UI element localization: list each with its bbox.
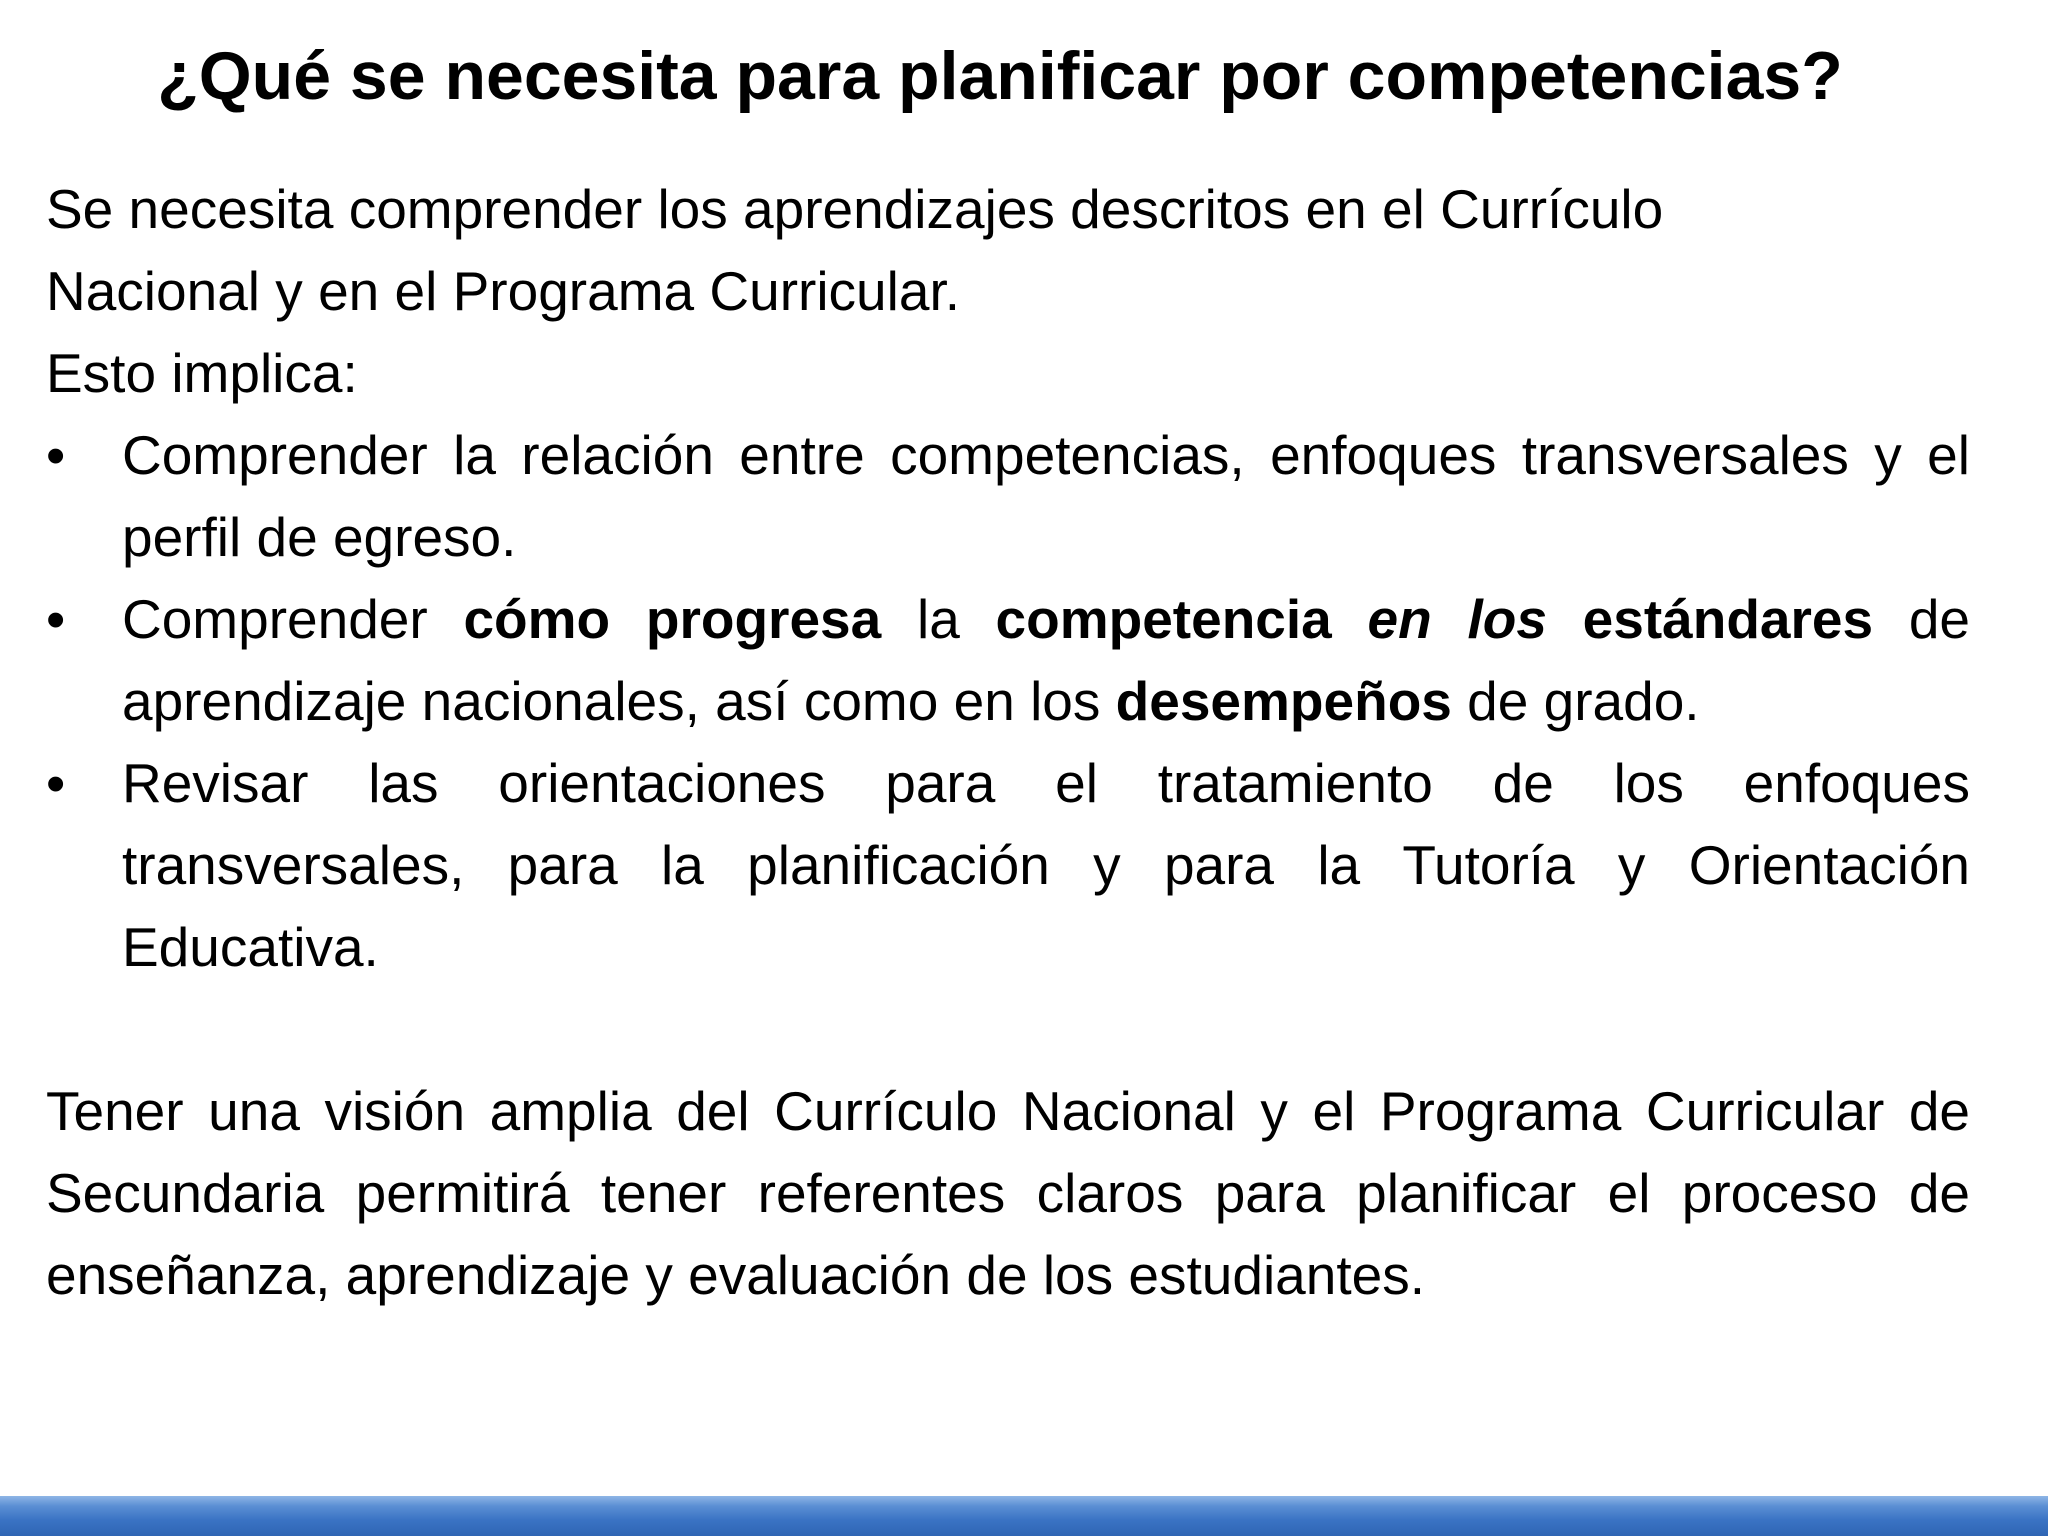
intro-line-1: Se necesita comprender los aprendizajes descritos en el Currículo xyxy=(46,178,1664,240)
bullet-2-space-a xyxy=(1332,588,1368,650)
bullet-icon: • xyxy=(46,588,66,650)
bullet-2-text-c: de aprendizaje nacionales, así como en los xyxy=(122,588,1971,732)
bullet-2-text-a: Comprender xyxy=(122,588,464,650)
bullet-list xyxy=(46,414,1970,988)
slide-title: ¿Qué se necesita para planificar por competencias? xyxy=(157,38,1843,114)
intro-line-3: Esto implica: xyxy=(46,342,358,404)
bullet-2-bold-d: desempeños xyxy=(1115,670,1452,732)
bullet-item-1 xyxy=(46,414,1970,578)
slide-body xyxy=(46,168,1970,1316)
footer-bar xyxy=(0,1496,2048,1536)
bullet-2-bold-a: cómo progresa xyxy=(463,588,882,650)
bullet-icon: • xyxy=(46,424,66,486)
bullet-icon: • xyxy=(46,752,66,814)
spacer xyxy=(46,988,1970,1070)
intro-line-2: Nacional y en el Programa Curricular. xyxy=(46,260,960,322)
bullet-text-3: Revisar las orientaciones para el tratamiento de los enfoques transversales, para la planificación y para la Tutoría y Orientación Educativa. xyxy=(122,752,1970,978)
bullet-text-1: Comprender la relación entre competencias, enfoques transversales y el perfil de egreso. xyxy=(122,424,1970,568)
bullet-2-bold-c: estándares xyxy=(1582,588,1874,650)
bullet-item-3 xyxy=(46,742,1970,988)
bullet-2-bold-italic: en los xyxy=(1367,588,1547,650)
bullet-2-text-d: de grado. xyxy=(1451,670,1700,732)
bullet-item-2 xyxy=(46,578,1970,742)
conclusion-paragraph: Tener una visión amplia del Currículo Nacional y el Programa Curricular de Secundaria permitirá tener referentes claros para planificar el proceso de enseñanza, aprendizaje y evaluación de los estudiantes. xyxy=(46,1080,1970,1306)
bullet-2-text-b: la xyxy=(881,588,996,650)
bullet-2-bold-b: competencia xyxy=(995,588,1332,650)
bullet-2-space-b xyxy=(1547,588,1583,650)
